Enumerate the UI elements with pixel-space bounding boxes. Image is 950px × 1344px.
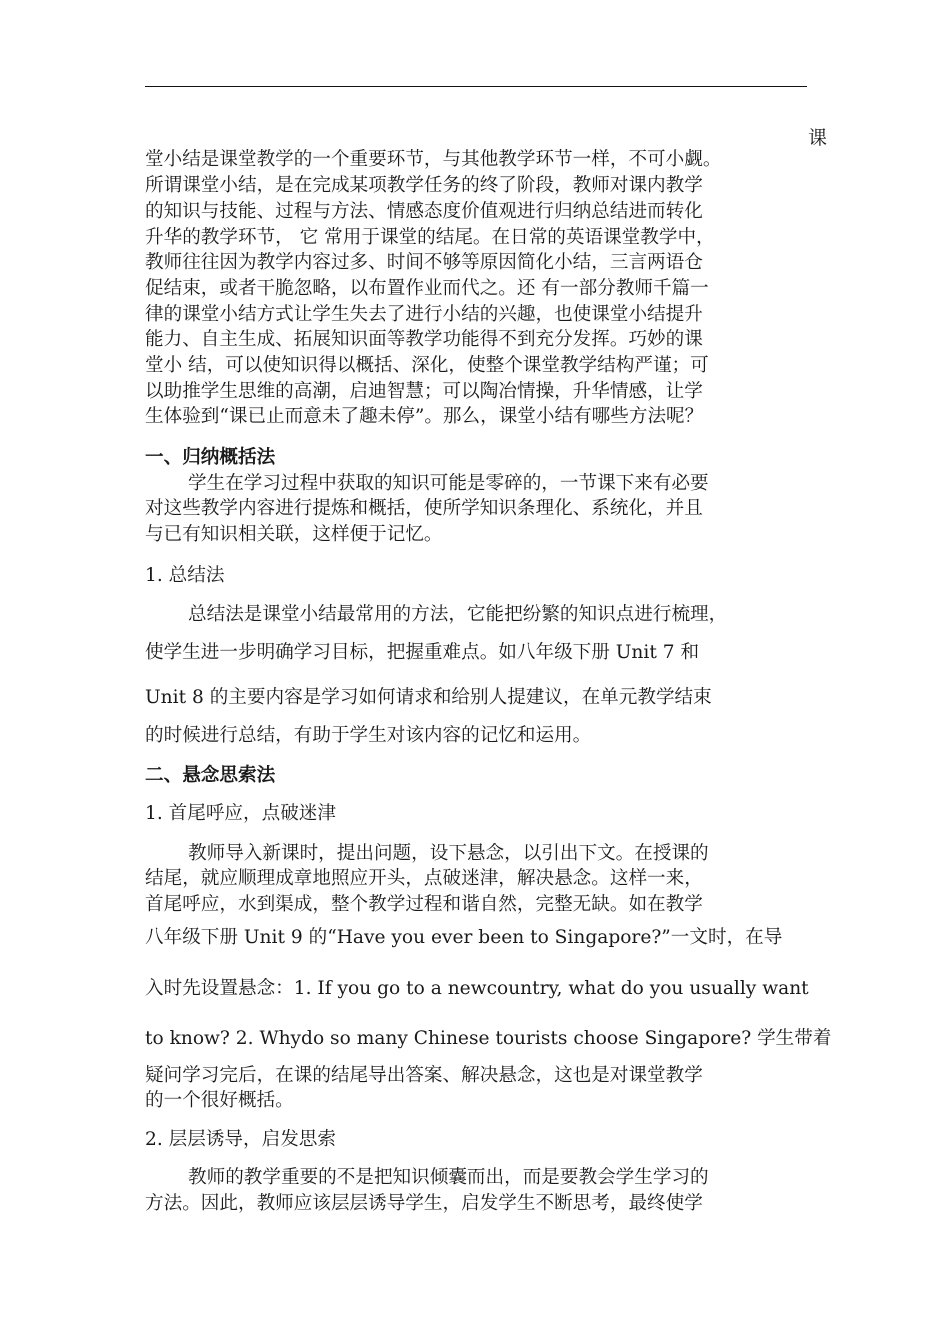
body-line: 教师导入新课时，提出问题，设下悬念，以引出下文。在授课的	[188, 843, 709, 864]
body-line: 学生在学习过程中获取的知识可能是零碎的，一节课下来有必要	[188, 473, 709, 494]
intro-line: 堂小 结，可以使知识得以概括、深化，使整个课堂教学结构严谨；可	[145, 355, 709, 376]
intro-line: 能力、自主生成、拓展知识面等教学功能得不到充分发挥。巧妙的课	[145, 329, 703, 350]
body-line: 结尾，就应顺理成章地照应开头，点破迷津，解决悬念。这样一来，	[145, 868, 703, 889]
section-heading: 一、归纳概括法	[145, 447, 276, 468]
section-heading: 二、悬念思索法	[145, 765, 276, 786]
body-line: 八年级下册 Unit 9 的“Have you ever been to Singapore?”一文时，在导	[145, 927, 783, 948]
subsection-title: 2. 层层诱导，启发思索	[145, 1129, 336, 1150]
body-line: 入时先设置悬念：1. If you go to a newcountry, what do you usually want	[145, 978, 809, 999]
body-line: 的一个很好概括。	[145, 1090, 294, 1111]
intro-line: 生体验到“课已止而意未了趣未停”。那么，课堂小结有哪些方法呢？	[145, 406, 704, 427]
intro-line: 升华的教学环节， 它 常用于课堂的结尾。在日常的英语课堂教学中，	[145, 227, 715, 248]
body-line: 的时候进行总结，有助于学生对该内容的记忆和运用。	[145, 725, 592, 746]
subsection-title: 1. 首尾呼应，点破迷津	[145, 803, 336, 824]
paragraph-lead-char: 课	[808, 127, 828, 149]
body-line: 总结法是课堂小结最常用的方法，它能把纷繁的知识点进行梳理，	[188, 604, 728, 625]
intro-line: 所谓课堂小结，是在完成某项教学任务的终了阶段，教师对课内教学	[145, 175, 703, 196]
subsection-title: 1. 总结法	[145, 565, 225, 586]
intro-line: 以助推学生思维的高潮，启迪智慧；可以陶冶情操，升华情感，让学	[145, 381, 703, 402]
body-line: 对这些教学内容进行提炼和概括，使所学知识条理化、系统化，并且	[145, 498, 703, 519]
intro-line: 堂小结是课堂教学的一个重要环节，与其他教学环节一样，不可小觑。	[145, 149, 722, 170]
body-line: 方法。因此，教师应该层层诱导学生，启发学生不断思考，最终使学	[145, 1193, 703, 1214]
body-line: Unit 8 的主要内容是学习如何请求和给别人提建议，在单元教学结束	[145, 687, 712, 708]
intro-line: 的知识与技能、过程与方法、情感态度价值观进行归纳总结进而转化	[145, 201, 703, 222]
intro-line: 教师往往因为教学内容过多、时间不够等原因简化小结，三言两语仓	[145, 252, 703, 273]
body-line: 教师的教学重要的不是把知识倾囊而出，而是要教会学生学习的	[188, 1167, 709, 1188]
intro-line: 律的课堂小结方式让学生失去了进行小结的兴趣，也使课堂小结提升	[145, 304, 703, 325]
body-line: 与已有知识相关联，这样便于记忆。	[145, 524, 443, 545]
body-line: 疑问学习完后，在课的结尾导出答案、解决悬念，这也是对课堂教学	[145, 1065, 703, 1086]
header-rule	[145, 86, 807, 87]
body-line: 使学生进一步明确学习目标，把握重难点。如八年级下册 Unit 7 和	[145, 642, 700, 663]
body-line: to know? 2. Whydo so many Chinese tourists choose Singapore? 学生带着	[145, 1028, 832, 1049]
body-line: 首尾呼应，水到渠成，整个教学过程和谐自然，完整无缺。如在教学	[145, 894, 703, 915]
intro-line: 促结束，或者干脆忽略，以布置作业而代之。还 有一部分教师千篇一	[145, 278, 709, 299]
